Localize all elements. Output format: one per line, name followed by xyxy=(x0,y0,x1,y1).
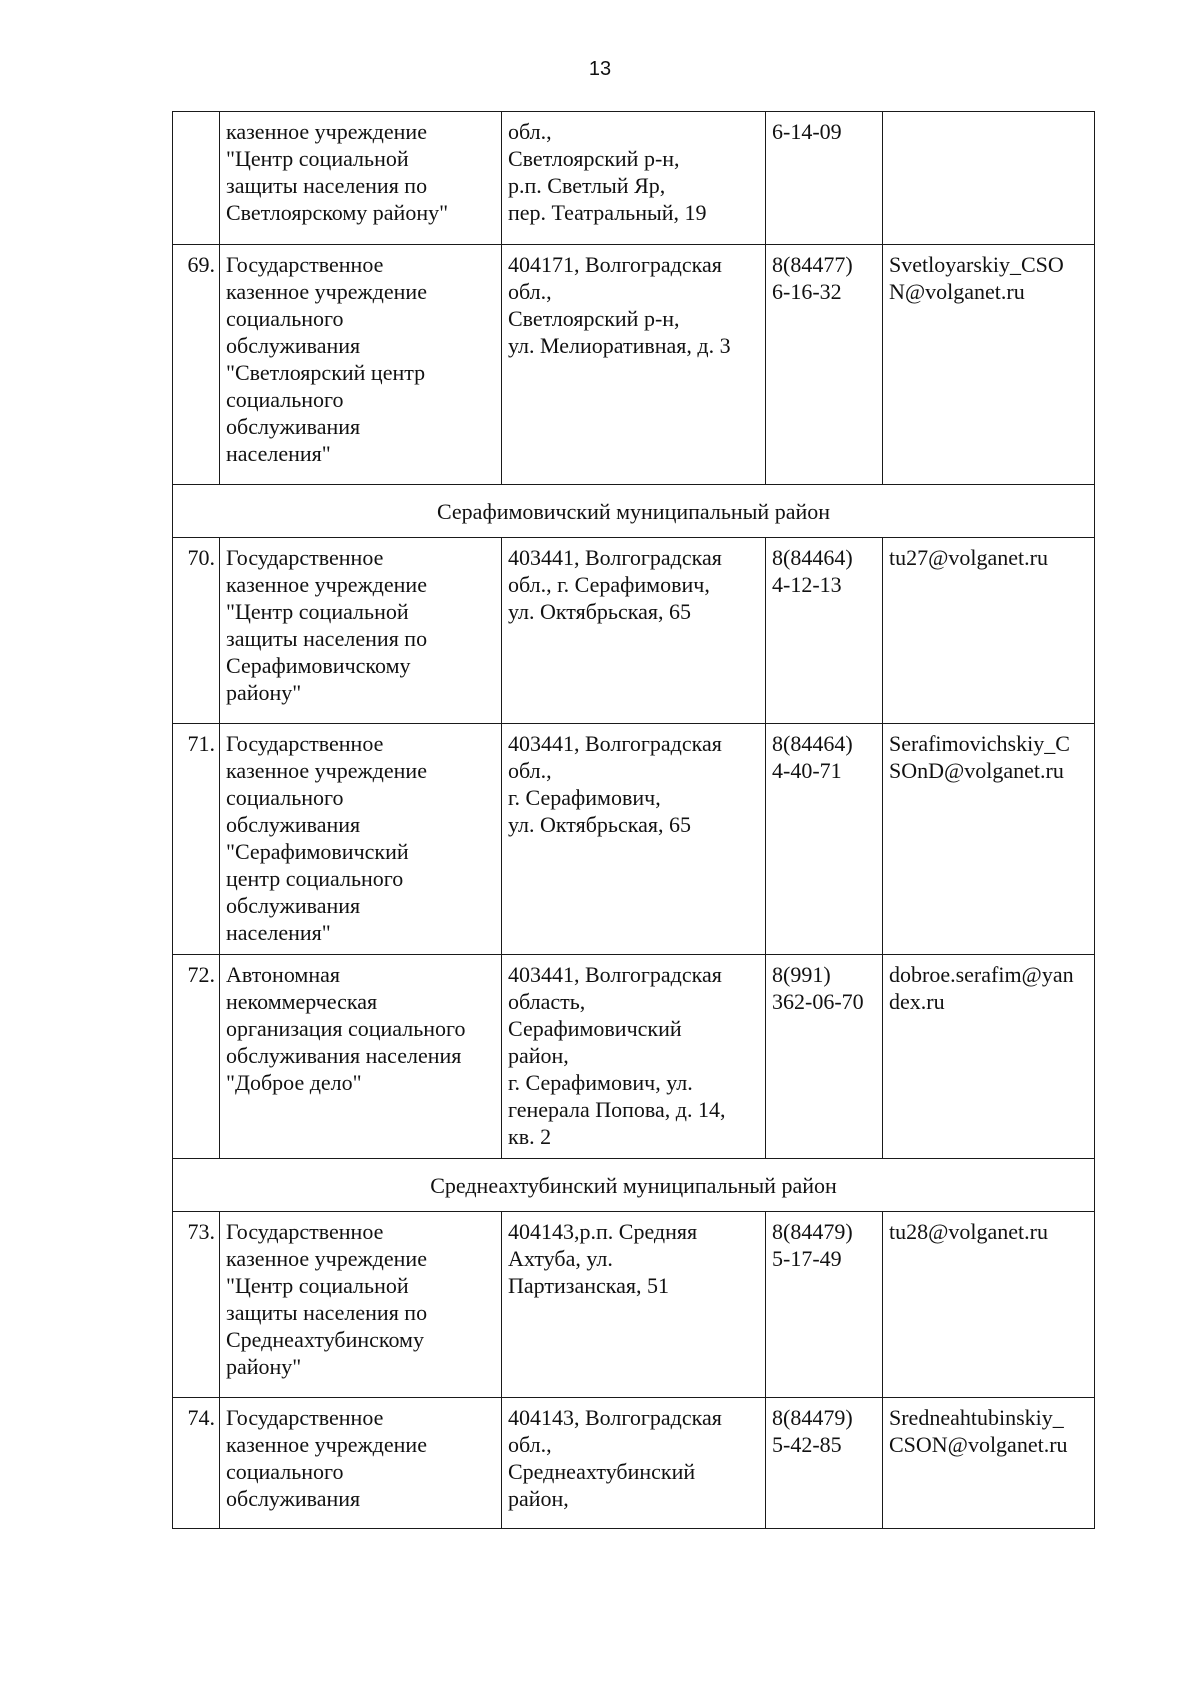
row-number xyxy=(173,112,220,245)
institution-address-line: кв. 2 xyxy=(508,1124,552,1149)
institution-email-line: Serafimovichskiy_C xyxy=(889,731,1070,756)
institution-name-line: Государственное xyxy=(226,545,384,570)
institution-address xyxy=(502,1212,766,1398)
institution-name-line: Серафимовичскому xyxy=(226,653,411,678)
institution-address xyxy=(502,955,766,1159)
institution-name-line: обслуживания xyxy=(226,333,361,358)
institution-phone-line: 8(84477) xyxy=(772,252,853,277)
section-header-row xyxy=(173,485,1095,538)
institution-name-line: защиты населения по xyxy=(226,626,428,651)
institution-name-line: Среднеахтубинскому xyxy=(226,1327,424,1352)
institution-address-line: обл., xyxy=(508,279,552,304)
institution-phone xyxy=(766,245,883,485)
row-number: 70. xyxy=(173,538,220,724)
institution-name-line: казенное учреждение xyxy=(226,279,427,304)
institution-name-line: некоммерческая xyxy=(226,989,378,1014)
institution-address-line: генерала Попова, д. 14, xyxy=(508,1097,726,1122)
institution-address-line: ул. Октябрьская, 65 xyxy=(508,812,691,837)
institution-name-line: району" xyxy=(226,1354,302,1379)
institution-phone xyxy=(766,112,883,245)
institution-email-line: SOnD@volganet.ru xyxy=(889,758,1064,783)
institution-address-line: область, xyxy=(508,989,586,1014)
institution-email xyxy=(883,1212,1095,1398)
institution-name-line: казенное учреждение xyxy=(226,1246,427,1271)
institution-email-line: CSON@volganet.ru xyxy=(889,1432,1068,1457)
institution-name-line: защиты населения по xyxy=(226,1300,428,1325)
institution-address-line: 404171, Волгоградская xyxy=(508,252,722,277)
institution-address-line: обл., г. Серафимович, xyxy=(508,572,710,597)
table-row xyxy=(173,245,1095,485)
institution-name-line: организация социального xyxy=(226,1016,466,1041)
institution-email xyxy=(883,955,1095,1159)
table-row xyxy=(173,1212,1095,1398)
institution-phone-line: 6-14-09 xyxy=(772,119,842,144)
table-row xyxy=(173,1398,1095,1529)
institution-email-line: dex.ru xyxy=(889,989,945,1014)
institution-address-line: ул. Мелиоративная, д. 3 xyxy=(508,333,731,358)
institution-address xyxy=(502,245,766,485)
institution-email xyxy=(883,112,1095,245)
institution-name xyxy=(220,724,502,955)
institution-name xyxy=(220,112,502,245)
table-row xyxy=(173,724,1095,955)
institution-phone xyxy=(766,955,883,1159)
institution-phone-line: 8(84479) xyxy=(772,1405,853,1430)
institution-name-line: Государственное xyxy=(226,731,384,756)
institution-phone xyxy=(766,1398,883,1529)
institution-name-line: обслуживания xyxy=(226,414,361,439)
institution-name xyxy=(220,1212,502,1398)
institution-address-line: Ахтуба, ул. xyxy=(508,1246,613,1271)
table-body xyxy=(173,112,1095,1529)
institution-name-line: району" xyxy=(226,680,302,705)
institution-address xyxy=(502,724,766,955)
table-row xyxy=(173,112,1095,245)
institution-phone xyxy=(766,724,883,955)
institution-phone-line: 362-06-70 xyxy=(772,989,864,1014)
institution-address-line: 403441, Волгоградская xyxy=(508,962,722,987)
institutions-table xyxy=(172,111,1095,1529)
institution-name xyxy=(220,1398,502,1529)
section-title: Серафимовичский муниципальный район xyxy=(173,485,1095,538)
institution-email-line: N@volganet.ru xyxy=(889,279,1025,304)
institution-name-line: Государственное xyxy=(226,1405,384,1430)
institution-phone-line: 4-40-71 xyxy=(772,758,842,783)
institution-phone xyxy=(766,1212,883,1398)
institution-email-line: dobroe.serafim@yan xyxy=(889,962,1074,987)
institution-email-line: tu27@volganet.ru xyxy=(889,545,1048,570)
institution-address xyxy=(502,538,766,724)
institution-name-line: "Центр социальной xyxy=(226,599,409,624)
institution-phone-line: 5-42-85 xyxy=(772,1432,842,1457)
institution-phone-line: 8(991) xyxy=(772,962,831,987)
row-number: 73. xyxy=(173,1212,220,1398)
institution-name-line: Автономная xyxy=(226,962,340,987)
institution-name xyxy=(220,245,502,485)
institution-address-line: Серафимовичский xyxy=(508,1016,682,1041)
institution-email xyxy=(883,1398,1095,1529)
institution-address-line: 404143,р.п. Средняя xyxy=(508,1219,698,1244)
row-number: 74. xyxy=(173,1398,220,1529)
institution-name-line: казенное учреждение xyxy=(226,119,427,144)
institution-name-line: социального xyxy=(226,1459,344,1484)
institution-name-line: социального xyxy=(226,387,344,412)
institution-address-line: г. Серафимович, ул. xyxy=(508,1070,693,1095)
institution-address-line: г. Серафимович, xyxy=(508,785,661,810)
institutions-table-wrapper xyxy=(172,111,1094,1529)
institution-phone-line: 4-12-13 xyxy=(772,572,842,597)
institution-address-line: 404143, Волгоградская xyxy=(508,1405,722,1430)
institution-address-line: 403441, Волгоградская xyxy=(508,731,722,756)
section-title: Среднеахтубинский муниципальный район xyxy=(173,1159,1095,1212)
institution-name-line: казенное учреждение xyxy=(226,572,427,597)
row-number: 71. xyxy=(173,724,220,955)
institution-phone-line: 8(84479) xyxy=(772,1219,853,1244)
institution-address xyxy=(502,1398,766,1529)
institution-name-line: населения" xyxy=(226,920,331,945)
institution-name-line: "Центр социальной xyxy=(226,1273,409,1298)
section-header-row xyxy=(173,1159,1095,1212)
institution-name-line: обслуживания xyxy=(226,1486,361,1511)
institution-name-line: Государственное xyxy=(226,1219,384,1244)
institution-name-line: казенное учреждение xyxy=(226,1432,427,1457)
table-row xyxy=(173,538,1095,724)
institution-phone xyxy=(766,538,883,724)
institution-name xyxy=(220,955,502,1159)
institution-email-line: Sredneahtubinskiy_ xyxy=(889,1405,1064,1430)
institution-address-line: Светлоярский р-н, xyxy=(508,146,680,171)
institution-phone-line: 6-16-32 xyxy=(772,279,842,304)
institution-address xyxy=(502,112,766,245)
institution-name-line: защиты населения по xyxy=(226,173,428,198)
page-number: 13 xyxy=(588,58,612,80)
institution-address-line: Партизанская, 51 xyxy=(508,1273,669,1298)
institution-address-line: ул. Октябрьская, 65 xyxy=(508,599,691,624)
institution-name-line: "Центр социальной xyxy=(226,146,409,171)
institution-email-line: tu28@volganet.ru xyxy=(889,1219,1048,1244)
institution-name-line: "Доброе дело" xyxy=(226,1070,362,1095)
institution-name xyxy=(220,538,502,724)
institution-phone-line: 8(84464) xyxy=(772,731,853,756)
row-number: 72. xyxy=(173,955,220,1159)
institution-name-line: обслуживания населения xyxy=(226,1043,462,1068)
institution-name-line: населения" xyxy=(226,441,331,466)
institution-address-line: р.п. Светлый Яр, xyxy=(508,173,666,198)
institution-phone-line: 8(84464) xyxy=(772,545,853,570)
institution-address-line: 403441, Волгоградская xyxy=(508,545,722,570)
institution-name-line: "Серафимовичский xyxy=(226,839,409,864)
institution-address-line: обл., xyxy=(508,758,552,783)
institution-name-line: социального xyxy=(226,306,344,331)
institution-name-line: "Светлоярский центр xyxy=(226,360,426,385)
institution-name-line: центр социального xyxy=(226,866,404,891)
institution-email xyxy=(883,724,1095,955)
institution-name-line: обслуживания xyxy=(226,893,361,918)
institution-address-line: пер. Театральный, 19 xyxy=(508,200,707,225)
institution-address-line: Светлоярский р-н, xyxy=(508,306,680,331)
institution-email xyxy=(883,538,1095,724)
institution-name-line: казенное учреждение xyxy=(226,758,427,783)
institution-email-line: Svetloyarskiy_CSO xyxy=(889,252,1064,277)
institution-email xyxy=(883,245,1095,485)
table-row xyxy=(173,955,1095,1159)
institution-address-line: обл., xyxy=(508,119,552,144)
institution-address-line: Среднеахтубинский xyxy=(508,1459,696,1484)
institution-address-line: обл., xyxy=(508,1432,552,1457)
institution-name-line: Государственное xyxy=(226,252,384,277)
institution-name-line: социального xyxy=(226,785,344,810)
institution-address-line: район, xyxy=(508,1486,569,1511)
row-number: 69. xyxy=(173,245,220,485)
institution-address-line: район, xyxy=(508,1043,569,1068)
institution-name-line: обслуживания xyxy=(226,812,361,837)
institution-name-line: Светлоярскому району" xyxy=(226,200,449,225)
institution-phone-line: 5-17-49 xyxy=(772,1246,842,1271)
